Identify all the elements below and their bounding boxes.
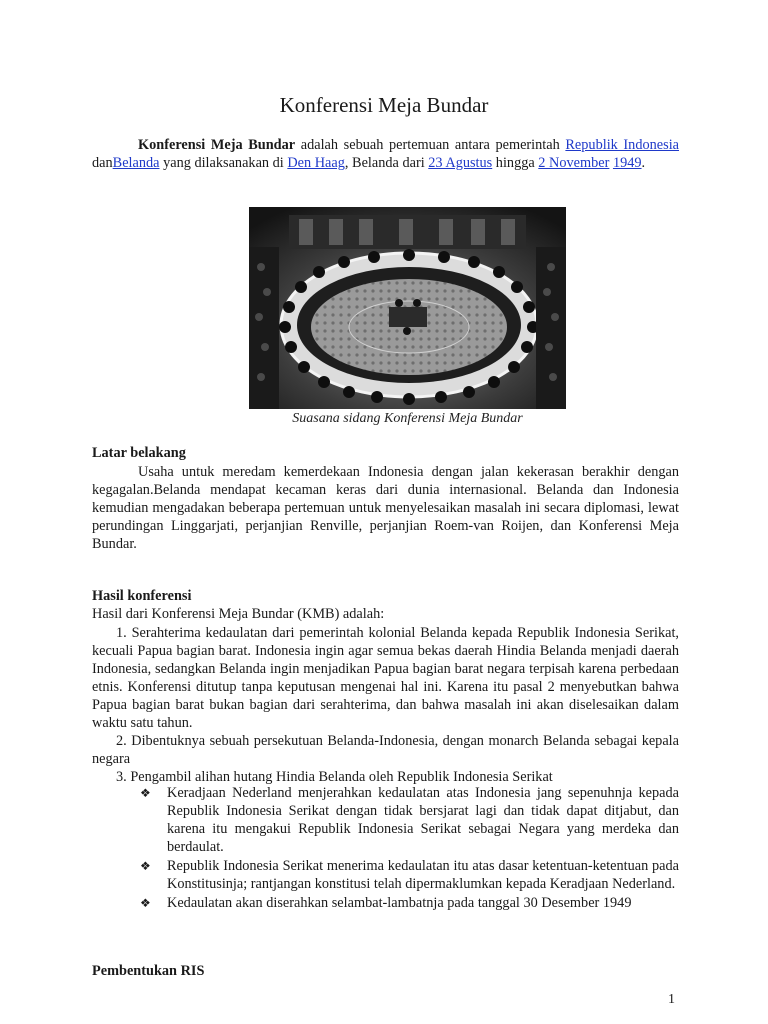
list-item-body <box>92 732 679 768</box>
link-1949[interactable]: 1949 <box>612 155 642 171</box>
intro-paragraph <box>92 136 679 172</box>
intro-text: adalah sebuah pertemuan antara pemerintah <box>295 137 566 153</box>
intro-text: dan <box>92 155 113 171</box>
intro-text: hingga <box>492 155 539 171</box>
photo-caption: Suasana sidang Konferensi Meja Bundar <box>292 411 523 426</box>
list-item <box>92 624 679 732</box>
document-title: Konferensi Meja Bundar <box>279 93 489 117</box>
intro-text: , Belanda dari <box>344 155 429 171</box>
diamond-bullet-icon: ❖ <box>140 896 151 910</box>
hasil-bullet-list <box>140 784 679 913</box>
list-item-number: 1. <box>116 625 127 641</box>
link-2-november[interactable]: 2 November <box>538 155 610 171</box>
list-item <box>92 732 679 768</box>
hasil-intro: Hasil dari Konferensi Meja Bundar (KMB) adalah: <box>92 606 385 622</box>
intro-text: . <box>641 155 646 171</box>
conference-photo <box>249 207 566 409</box>
list-item-text: Dibentuknya sebuah persekutuan Belanda-Indonesia, dengan monarch Belanda sebagai kepala negara <box>92 733 679 767</box>
page-number: 1 <box>668 992 675 1007</box>
latar-belakang-paragraph: Usaha untuk meredam kemerdekaan Indonesia dengan jalan kekerasan berakhir dengan kegagalan.Belanda mendapat kecaman keras dari dunia internasional. Belanda dan Indonesia kemudian mengadakan beberapa pertemuan untuk menyelesaikan masalah ini secara diplomasi, lewat perundingan Linggarjati, perjanjian Renville, perjanjian Roem-van Roijen, dan Konferensi Meja Bundar. <box>92 464 679 552</box>
list-item-text: Serahterima kedaulatan dari pemerintah kolonial Belanda kepada Republik Indonesia Serikat, kecuali Papua bagian barat. Indonesia ingin agar semua bekas daerah Hindia Belanda menjadi daerah Indonesia, sedangkan Belanda ingin menjadikan Papua bagian barat negara terpisah karena perbedaan etnis. Konferensi ditutup tanpa keputusan mengenai hal ini. Karena itu pasal 2 menyebutkan bahwa Papua bagian barat bukan bagian dari serahterima, dan bahwa masalah ini akan diselesaikan dalam waktu satu tahun. <box>92 625 679 731</box>
hasil-numbered-list <box>92 624 679 786</box>
bullet-item <box>140 894 679 912</box>
link-23-agustus[interactable]: 23 Agustus <box>428 155 493 171</box>
list-item-number: 3. <box>116 769 127 785</box>
bullet-item-text: Keradjaan Nederland menjerahkan kedaulatan atas Indonesia jang sepenuhnja kepada Republik Indonesia Serikat dengan tidak bersjarat lagi dan tidak dapat ditjabut, dan karena itu mengakui Republik Indonesia Serikat sebagai Negara yang merdeka dan berdaulat. <box>167 785 679 855</box>
link-republik-indonesia[interactable]: Republik Indonesia <box>565 137 680 153</box>
bullet-item-text: Kedaulatan akan diserahkan selambat-lambatnja pada tanggal 30 Desember 1949 <box>167 895 632 911</box>
list-item-number: 2. <box>116 733 127 749</box>
list-item-body <box>92 624 679 732</box>
bullet-item <box>140 784 679 856</box>
diamond-bullet-icon: ❖ <box>140 859 151 873</box>
diamond-bullet-icon: ❖ <box>140 786 151 800</box>
heading-pembentukan-ris: Pembentukan RIS <box>92 963 205 979</box>
bullet-item-text: Republik Indonesia Serikat menerima kedaulatan itu atas dasar ketentuan-ketentuan pada Konstitusinja; rantjangan konstitusi telah dipermaklumkan kepada Keradjaan Nederland. <box>167 858 679 892</box>
link-belanda[interactable]: Belanda <box>112 155 160 171</box>
bullet-item <box>140 857 679 893</box>
heading-latar-belakang: Latar belakang <box>92 445 186 461</box>
link-den-haag[interactable]: Den Haag <box>287 155 345 171</box>
list-item-text: Pengambil alihan hutang Hindia Belanda oleh Republik Indonesia Serikat <box>130 769 553 785</box>
intro-bold-lead: Konferensi Meja Bundar <box>138 137 296 153</box>
heading-hasil-konferensi: Hasil konferensi <box>92 588 192 604</box>
intro-text: yang dilaksanakan di <box>159 155 288 171</box>
